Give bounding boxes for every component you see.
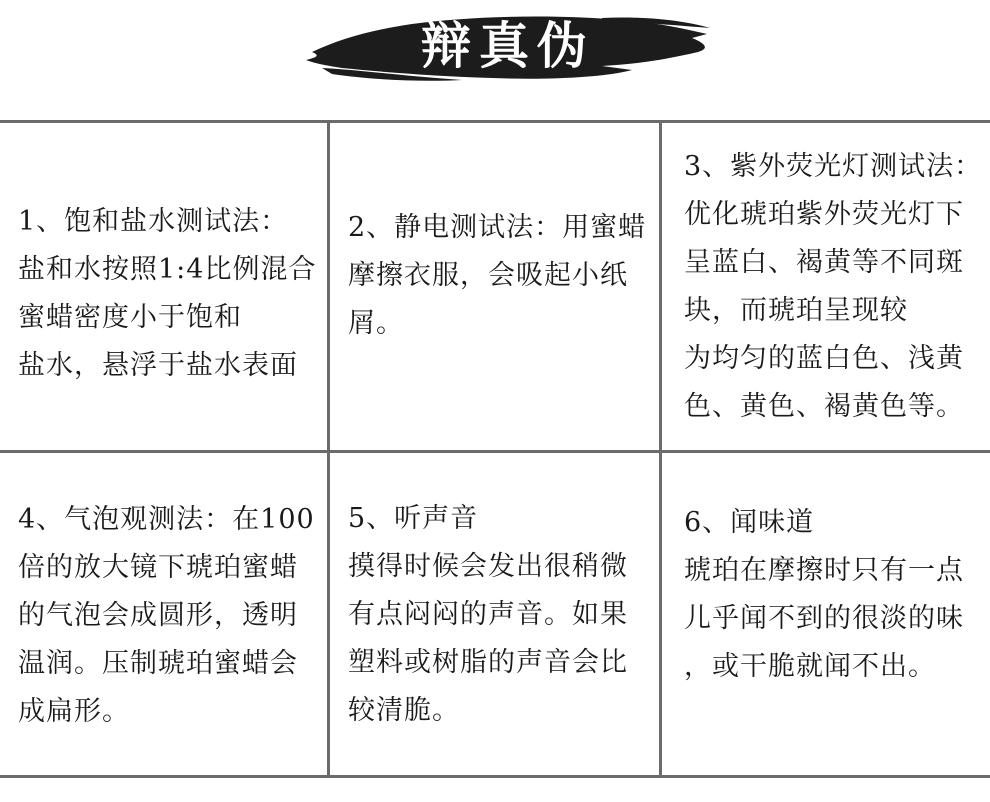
method-text-saltwater: 1、饱和盐水测试法： 盐和水按照1:4比例混合 蜜蜡密度小于饱和 盐水，悬浮于盐水表面 xyxy=(18,205,317,381)
test-methods-table xyxy=(0,120,990,778)
method-text-bubbles: 4、气泡观测法：在100 倍的放大镜下琥珀蜜蜡 的气泡会成圆形，透明 温润。压制琥珀蜜蜡会 成扁形。 xyxy=(18,504,315,727)
method-text-smell: 6、闻味道 琥珀在摩擦时只有一点 儿乎闻不到的很淡的味 ，或干脆就闻不出。 xyxy=(684,507,964,682)
method-cell-uv-light xyxy=(662,123,990,450)
method-text-uv-light: 3、紫外荧光灯测试法： 优化琥珀紫外荧光灯下 呈蓝白、褐黄等不同斑 块，而琥珀呈现较 为均匀的蓝白色、浅黄 色、黄色、褐黄色等。 xyxy=(684,150,983,422)
page-title: 辩真伪 xyxy=(421,16,595,75)
method-cell-sound xyxy=(330,453,662,775)
method-cell-saltwater xyxy=(0,123,330,450)
method-text-sound: 5、听声音 摸得时候会发出很稍微 有点闷闷的声音。如果 塑料或树脂的声音会比 较清脆。 xyxy=(348,503,628,726)
method-cell-static xyxy=(330,123,662,450)
title-banner xyxy=(302,8,714,86)
method-text-static: 2、静电测试法：用蜜蜡 摩擦衣服，会吸起小纸 屑。 xyxy=(348,211,647,339)
method-cell-smell xyxy=(662,453,990,775)
method-cell-bubbles xyxy=(0,453,330,775)
